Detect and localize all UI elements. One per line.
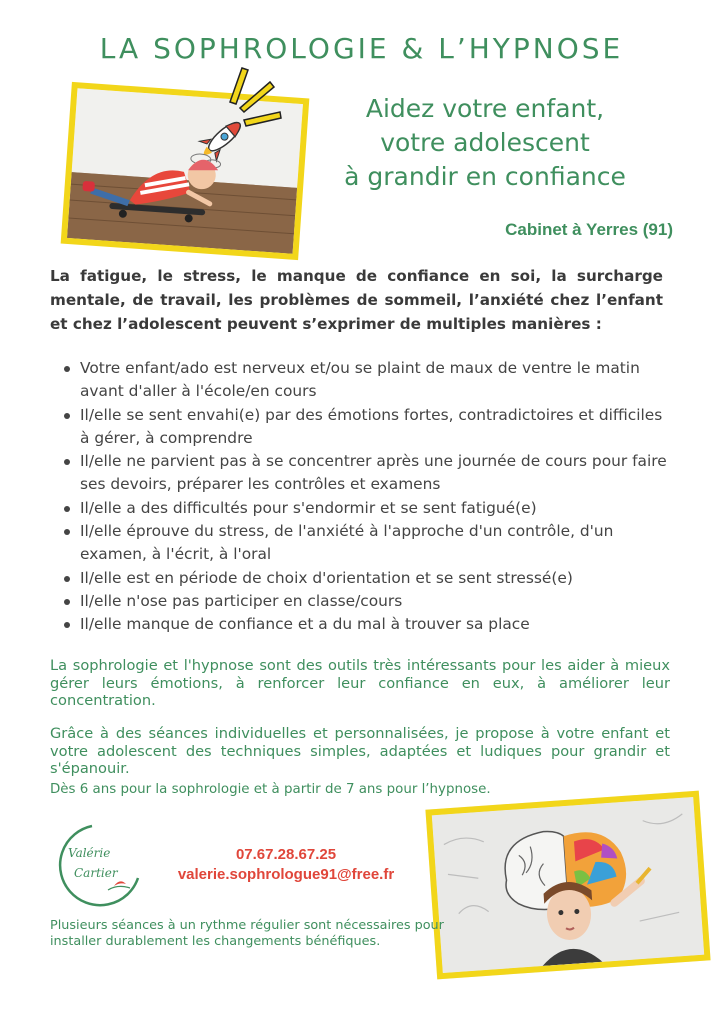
bullet-icon <box>64 413 70 419</box>
logo <box>52 820 146 914</box>
list-item <box>62 520 668 567</box>
list-item-text: Votre enfant/ado est nerveux et/ou se plaint de maux de ventre le matin avant d'aller à l'école/en cours <box>80 359 640 401</box>
list-item <box>62 404 668 451</box>
list-item-text: Il/elle est en période de choix d'orientation et se sent stressé(e) <box>80 568 573 587</box>
ages-note: Dès 6 ans pour la sophrologie et à partir de 7 ans pour l’hypnose. <box>50 782 491 797</box>
bullet-icon <box>64 366 70 372</box>
list-item-text: Il/elle éprouve du stress, de l'anxiété à l'approche d'un contrôle, d'un examen, à l'écrit, à l'oral <box>80 522 614 564</box>
list-item-text: Il/elle ne parvient pas à se concentrer après une journée de cours pour faire ses devoirs, préparer les contrôles et examens <box>80 452 667 494</box>
list-item <box>62 613 668 636</box>
cabinet-location: Cabinet à Yerres (91) <box>505 220 673 239</box>
sessions-paragraph: Grâce à des séances individuelles et personnalisées, je propose à votre enfant et votre adolescent des techniques simples, adaptées et ludiques pour grandir et s'épanouir. <box>50 725 670 777</box>
intro-paragraph: La fatigue, le stress, le manque de confiance en soi, la surcharge mentale, de travail, les problèmes de sommeil, l’anxiété chez l’enfant et chez l’adolescent peuvent s’exprimer de multiples manières : <box>50 267 663 333</box>
email-address[interactable]: valerie.sophrologue91@free.fr <box>177 866 395 883</box>
headline-line-1: Aidez votre enfant, <box>365 94 605 123</box>
bullet-icon <box>64 576 70 582</box>
headline-line-2: votre adolescent <box>380 128 590 157</box>
list-item <box>62 450 668 497</box>
symptom-list <box>62 357 668 637</box>
logo-first-name: Valérie <box>68 846 111 860</box>
benefits-paragraph: La sophrologie et l'hypnose sont des outils très intéressants pour les aider à mieux gérer leurs émotions, à renforcer leur confiance en eux, à améliorer leur concentration. <box>50 657 670 709</box>
page-title: LA SOPHROLOGIE & L’HYPNOSE <box>99 32 624 65</box>
list-item-text: Il/elle a des difficultés pour s'endormir et se sent fatigué(e) <box>80 498 537 517</box>
teen-brain-photo <box>425 791 710 980</box>
headline-line-3: à grandir en confiance <box>344 162 626 191</box>
teen-brain-illustration <box>432 797 704 973</box>
footer-note: Plusieurs séances à un rythme régulier sont nécessaires pour installer durablement les changements bénéfiques. <box>50 918 444 949</box>
bullet-icon <box>64 529 70 535</box>
burst-rays-icon <box>218 62 288 132</box>
list-item <box>62 590 668 613</box>
bullet-icon <box>64 506 70 512</box>
list-item <box>62 567 668 590</box>
headline <box>300 92 670 194</box>
list-item-text: Il/elle n'ose pas participer en classe/cours <box>80 591 403 610</box>
logo-last-name: Cartier <box>74 866 118 880</box>
phone-number[interactable]: 07.67.28.67.25 <box>235 846 337 863</box>
list-item <box>62 497 668 520</box>
contact-block <box>166 845 406 885</box>
bullet-icon <box>64 622 70 628</box>
list-item <box>62 357 668 404</box>
bullet-icon <box>64 599 70 605</box>
bullet-icon <box>64 459 70 465</box>
list-item-text: Il/elle manque de confiance et a du mal à trouver sa place <box>80 615 530 634</box>
list-item-text: Il/elle se sent envahi(e) par des émotions fortes, contradictoires et difficiles à gérer, à comprendre <box>80 405 663 447</box>
